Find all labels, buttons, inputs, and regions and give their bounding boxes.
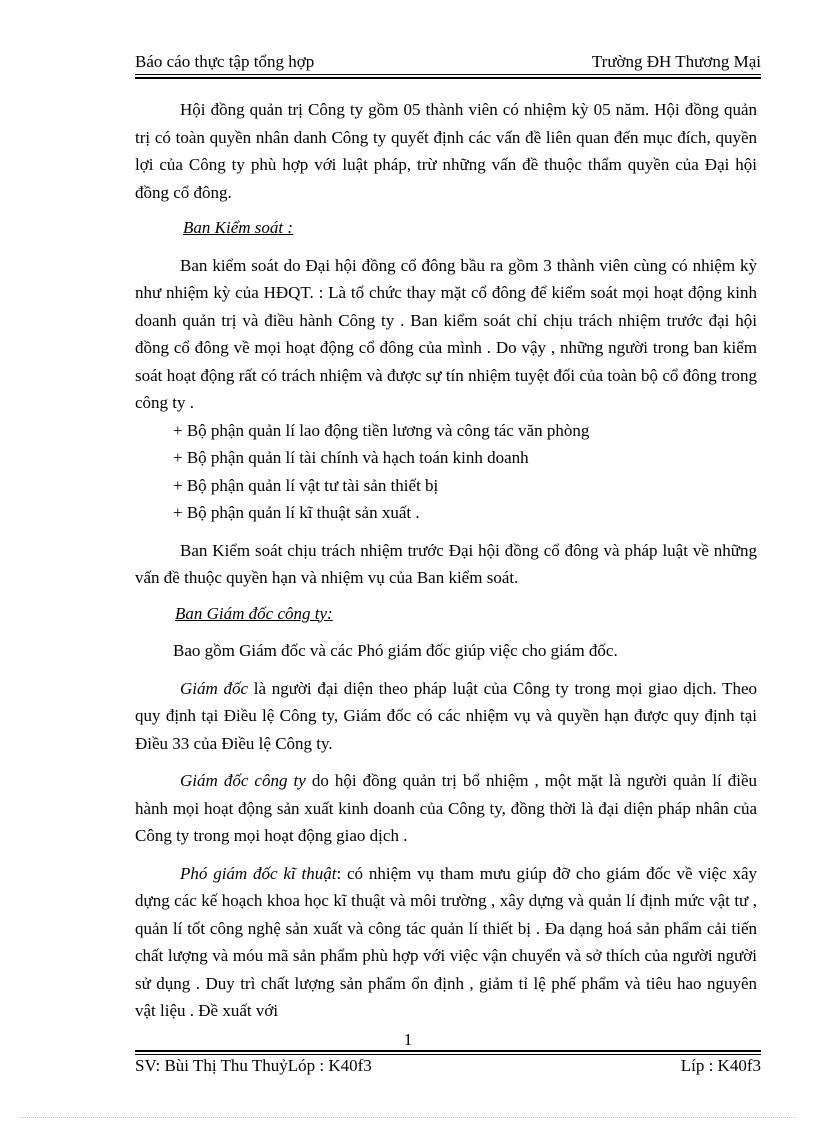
heading-supervisory-board: Ban Kiểm soát : bbox=[183, 218, 294, 237]
paragraph-company-director bbox=[135, 767, 757, 850]
list-item: + Bộ phận quản lí lao động tiền lương và công tác văn phòng bbox=[173, 420, 590, 440]
footer-right-text: Líp : K40f3 bbox=[680, 1056, 761, 1075]
document-body bbox=[135, 96, 757, 1025]
header-right-title: Trường ĐH Thương Mại bbox=[591, 52, 761, 71]
page-footer bbox=[135, 1056, 761, 1076]
paragraph-company-director-text: do hội đồng quản trị bổ nhiệm , một mặt là người quản lí điều hành mọi hoạt động sản xuất kinh doanh của Công ty, đồng thời là đại diện pháp nhân của Công ty trong mọi hoạt động giao dịch . bbox=[135, 771, 757, 845]
header-left-title: Báo cáo thực tập tổng hợp bbox=[135, 52, 315, 71]
header-rule bbox=[135, 74, 761, 79]
paragraph-director-text: là người đại diện theo pháp luật của Công ty trong mọi giao dịch. Theo quy định tại Điều lệ Công ty, Giám đốc có các nhiệm vụ và quyền hạn được quy định tại Điều 33 của Điều lệ Công ty. bbox=[135, 678, 757, 753]
paragraph-board: Hội đồng quản trị Công ty gồm 05 thành viên có nhiệm kỳ 05 năm. Hội đồng quản trị có toàn quyền nhân danh Công ty quyết định các vấn đề liên quan đến mục đích, quyền lợi của Công ty phù hợp với luật pháp, trừ những vấn đề thuộc thẩm quyền của Đại hội đồng cổ đông. bbox=[135, 100, 757, 202]
paragraph-supervisory-board: Ban kiểm soát do Đại hội đồng cổ đông bầu ra gồm 3 thành viên cùng có nhiệm kỳ như nhiệm kỳ của HĐQT. : Là tổ chức thay mặt cổ đông để kiểm soát mọi hoạt động kinh doanh quản trị và điều hành Công ty . Ban kiểm soát chỉ chịu trách nhiệm trước đại hội đồng cổ đông về mọi hoạt động cổ đông của mình . Do vậy , những người trong ban kiểm soát hoạt động rất có trách nhiệm và được sự tín nhiệm tuyệt đối của toàn bộ cổ đông trong công ty . bbox=[135, 255, 757, 412]
footer-left-text: SV: Bùi Thị Thu ThuỷLóp : K40f3 bbox=[135, 1056, 372, 1075]
list-item: + Bộ phận quản lí vật tư tài sản thiết bị bbox=[173, 475, 439, 495]
page-header bbox=[135, 48, 761, 72]
paragraph-management-members: Bao gồm Giám đốc và các Phó giám đốc giúp việc cho giám đốc. bbox=[173, 641, 618, 660]
paragraph-technical-deputy-text: : có nhiệm vụ tham mưu giúp đỡ cho giám đốc về việc xây dựng các kế hoạch khoa học kĩ thuật và môi trường , xây dựng và quản lí định mức vật tư , quản lí tốt công nghệ sản xuất và công tác quản lí thiết bị . Đa dạng hoá sản phẩm cải tiến chất lượng và móu mã sản phẩm phù hợp với việc vận chuyển và sở thích của người người sử dụng . Duy trì chất lượng sản phẩm ổn định , giảm tỉ lệ phế phẩm và tiêu hao nguyên vật liệu . Đề xuất với bbox=[135, 863, 757, 1020]
page-number: 1 bbox=[403, 1030, 413, 1049]
list-item: + Bộ phận quản lí tài chính và hạch toán kinh doanh bbox=[173, 448, 529, 467]
heading-management-board: Ban Giám đốc công ty: bbox=[175, 603, 333, 623]
term-technical-deputy: Phó giám đốc kĩ thuật bbox=[180, 863, 337, 883]
list-item: + Bộ phận quản lí kĩ thuật sản xuất . bbox=[173, 503, 420, 522]
paragraph-director bbox=[135, 675, 757, 758]
paragraph-technical-deputy bbox=[135, 860, 757, 1025]
page-boundary-divider bbox=[20, 1117, 796, 1118]
term-company-director: Giám đốc công ty bbox=[180, 771, 306, 790]
paragraph-supervisory-responsibility: Ban Kiểm soát chịu trách nhiệm trước Đại hội đồng cổ đông và pháp luật về những vấn đề thuộc quyền hạn và nhiệm vụ của Ban kiểm soát. bbox=[135, 540, 757, 587]
footer-rule bbox=[135, 1050, 761, 1055]
term-director: Giám đốc bbox=[180, 678, 249, 698]
